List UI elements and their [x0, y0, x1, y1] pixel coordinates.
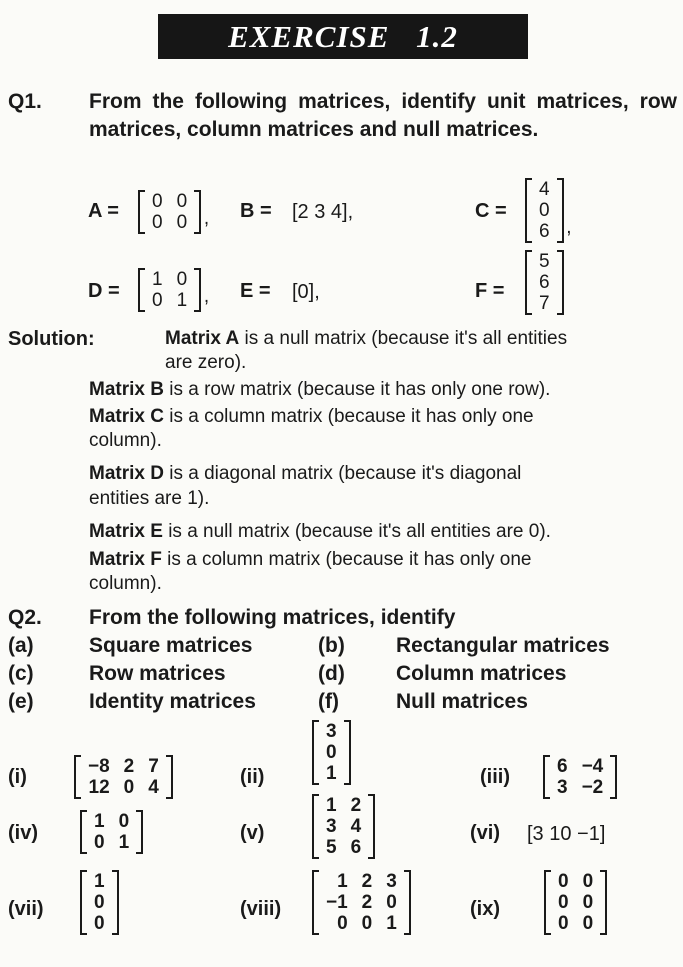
matrix-e-value: [0],	[292, 281, 320, 303]
matrix-d	[138, 268, 210, 312]
matrix-cell: 4	[539, 179, 550, 200]
matrix-cell: 0	[337, 913, 348, 934]
matrix-cell: 1	[118, 832, 130, 853]
matrix-cell: −4	[581, 756, 604, 777]
matrix-cell: 0	[94, 913, 105, 934]
matrix-iii-label: (iii)	[480, 766, 510, 788]
matrix-cell: 0	[326, 742, 337, 763]
q2-option-a-key: (a)	[8, 634, 34, 657]
bracket-right	[112, 871, 118, 934]
matrix-f	[525, 250, 564, 315]
bracket-right	[557, 179, 563, 242]
solution-line	[165, 327, 677, 351]
matrix-cell: 6	[557, 756, 568, 777]
matrix-cell: 2	[123, 756, 135, 777]
matrix-name: Matrix F	[89, 549, 162, 570]
matrix-ii-label: (ii)	[240, 766, 265, 788]
q1-text: From the following matrices, identify unit matrices, row matrices, column matrices and null matrices.	[89, 90, 677, 141]
matrix-cell: 0	[123, 777, 135, 798]
solution-line-text: column).	[89, 573, 162, 594]
solution-line-text: is a column matrix (because it has only one	[163, 406, 534, 427]
matrix-cell: 5	[326, 837, 337, 858]
matrix-cell: 1	[152, 269, 163, 290]
matrix-i	[74, 755, 173, 799]
matrix-c	[525, 178, 572, 243]
matrix-cell: 4	[148, 777, 159, 798]
matrix-cell: 0	[558, 913, 569, 934]
solution-line-text: entities are 1).	[89, 488, 210, 509]
solution-line	[89, 572, 677, 596]
matrix-cell: 0	[94, 892, 105, 913]
matrix-v	[312, 794, 375, 859]
matrix-iv	[80, 810, 143, 854]
bracket-right	[166, 756, 172, 798]
matrix-name: Matrix D	[89, 463, 164, 484]
solution-line	[89, 462, 677, 486]
bracket-right	[368, 795, 374, 858]
matrix-b-label: B =	[240, 200, 272, 222]
matrix-cell: 6	[350, 837, 362, 858]
q2-option-c-label: Row matrices	[89, 662, 226, 685]
matrix-cell: 0	[176, 212, 188, 233]
q2-text: From the following matrices, identify	[89, 606, 456, 629]
q2-option-b-label: Rectangular matrices	[396, 634, 610, 657]
matrix-iii	[543, 755, 617, 799]
solution-line-text: is a null matrix (because it's all entities	[239, 328, 568, 349]
matrix-cell: 4	[350, 816, 362, 837]
matrix-cell: 2	[350, 795, 362, 816]
solution-line-text: column).	[89, 430, 162, 451]
bracket-right	[610, 756, 616, 798]
bracket-right	[194, 269, 200, 311]
matrix-cell: 0	[152, 212, 163, 233]
matrix-vi-value: [3 10 −1]	[527, 823, 606, 845]
solution-line-text: are zero).	[165, 352, 247, 373]
matrix-cell: −1	[326, 892, 348, 913]
q2-option-f-label: Null matrices	[396, 690, 528, 713]
bracket-right	[136, 811, 142, 853]
matrix-suffix: ,	[203, 286, 210, 307]
matrix-cell: 0	[361, 913, 373, 934]
matrix-ix-label: (ix)	[470, 898, 500, 920]
matrix-cell: 0	[176, 191, 188, 212]
matrix-a	[138, 190, 210, 234]
matrix-d-label: D =	[88, 280, 120, 302]
matrix-name: Matrix E	[89, 521, 163, 542]
solution-line	[89, 520, 677, 544]
q2-option-d-key: (d)	[318, 662, 345, 685]
matrix-cell: −8	[88, 756, 110, 777]
matrix-cell: 0	[539, 200, 550, 221]
matrix-cell: 3	[557, 777, 568, 798]
matrix-cell: 0	[94, 832, 105, 853]
solution-line-text: is a column matrix (because it has only one	[161, 549, 532, 570]
matrix-cell: 6	[539, 221, 550, 242]
solution-line	[89, 378, 677, 402]
matrix-cell: 3	[326, 721, 337, 742]
matrix-name: Matrix C	[89, 406, 164, 427]
matrix-vii	[80, 870, 119, 935]
solution-line-text: is a row matrix (because it has only one row).	[163, 379, 551, 400]
solution-line	[165, 351, 677, 375]
matrix-cell: 12	[88, 777, 110, 798]
matrix-cell: 3	[386, 871, 397, 892]
matrix-cell: 0	[118, 811, 130, 832]
matrix-cell: 0	[152, 191, 163, 212]
matrix-b-value: [2 3 4],	[292, 201, 354, 223]
matrix-a-label: A =	[88, 200, 119, 222]
matrix-cell: 1	[94, 871, 105, 892]
q2-option-a-label: Square matrices	[89, 634, 253, 657]
matrix-cell: −2	[581, 777, 604, 798]
matrix-name: Matrix B	[89, 379, 164, 400]
matrix-cell: 1	[176, 290, 188, 311]
matrix-e-label: E =	[240, 280, 271, 302]
q2-option-e-key: (e)	[8, 690, 34, 713]
matrix-cell: 7	[539, 293, 550, 314]
matrix-cell: 1	[386, 913, 397, 934]
matrix-cell: 0	[176, 269, 188, 290]
matrix-cell: 0	[558, 892, 569, 913]
matrix-cell: 2	[361, 892, 373, 913]
matrix-cell: 6	[539, 272, 550, 293]
matrix-f-label: F =	[475, 280, 505, 302]
bracket-right	[404, 871, 410, 934]
matrix-cell: 7	[148, 756, 159, 777]
solution-line	[89, 429, 677, 453]
matrix-viii	[312, 870, 411, 935]
matrix-cell: 1	[326, 795, 337, 816]
solution-line	[89, 548, 677, 572]
matrix-ii	[312, 720, 351, 785]
matrix-v-label: (v)	[240, 822, 265, 844]
matrix-vii-label: (vii)	[8, 898, 44, 920]
matrix-cell: 0	[386, 892, 397, 913]
q2-option-e-label: Identity matrices	[89, 690, 256, 713]
solution-line	[89, 405, 677, 429]
exercise-title: EXERCISE 1.2	[158, 14, 528, 59]
matrix-c-label: C =	[475, 200, 507, 222]
bracket-right	[557, 251, 563, 314]
matrix-cell: 2	[361, 871, 373, 892]
solution-line-text: is a null matrix (because it's all entities are 0).	[162, 521, 551, 542]
matrix-cell: 3	[326, 816, 337, 837]
q2-option-f-key: (f)	[318, 690, 339, 713]
solution-label: Solution:	[8, 328, 95, 350]
matrix-cell: 0	[152, 290, 163, 311]
matrix-iv-label: (iv)	[8, 822, 38, 844]
q2-option-c-key: (c)	[8, 662, 34, 685]
q2-option-d-label: Column matrices	[396, 662, 567, 685]
matrix-cell: 1	[94, 811, 105, 832]
q2-number: Q2.	[8, 606, 42, 629]
bracket-right	[600, 871, 606, 934]
matrix-cell: 5	[539, 251, 550, 272]
matrix-ix	[544, 870, 607, 935]
matrix-suffix: ,	[566, 217, 572, 238]
matrix-cell: 0	[582, 871, 594, 892]
solution-line	[89, 487, 677, 511]
matrix-viii-label: (viii)	[240, 898, 282, 920]
matrix-cell: 0	[558, 871, 569, 892]
matrix-name: Matrix A	[165, 328, 240, 349]
matrix-cell: 1	[337, 871, 348, 892]
q1-number: Q1.	[8, 90, 42, 113]
matrix-cell: 0	[582, 892, 594, 913]
matrix-suffix: ,	[203, 208, 210, 229]
q2-option-b-key: (b)	[318, 634, 345, 657]
bracket-right	[344, 721, 350, 784]
matrix-i-label: (i)	[8, 766, 27, 788]
matrix-cell: 1	[326, 763, 337, 784]
bracket-right	[194, 191, 200, 233]
matrix-vi-label: (vi)	[470, 822, 500, 844]
matrix-cell: 0	[582, 913, 594, 934]
solution-line-text: is a diagonal matrix (because it's diagonal	[163, 463, 522, 484]
